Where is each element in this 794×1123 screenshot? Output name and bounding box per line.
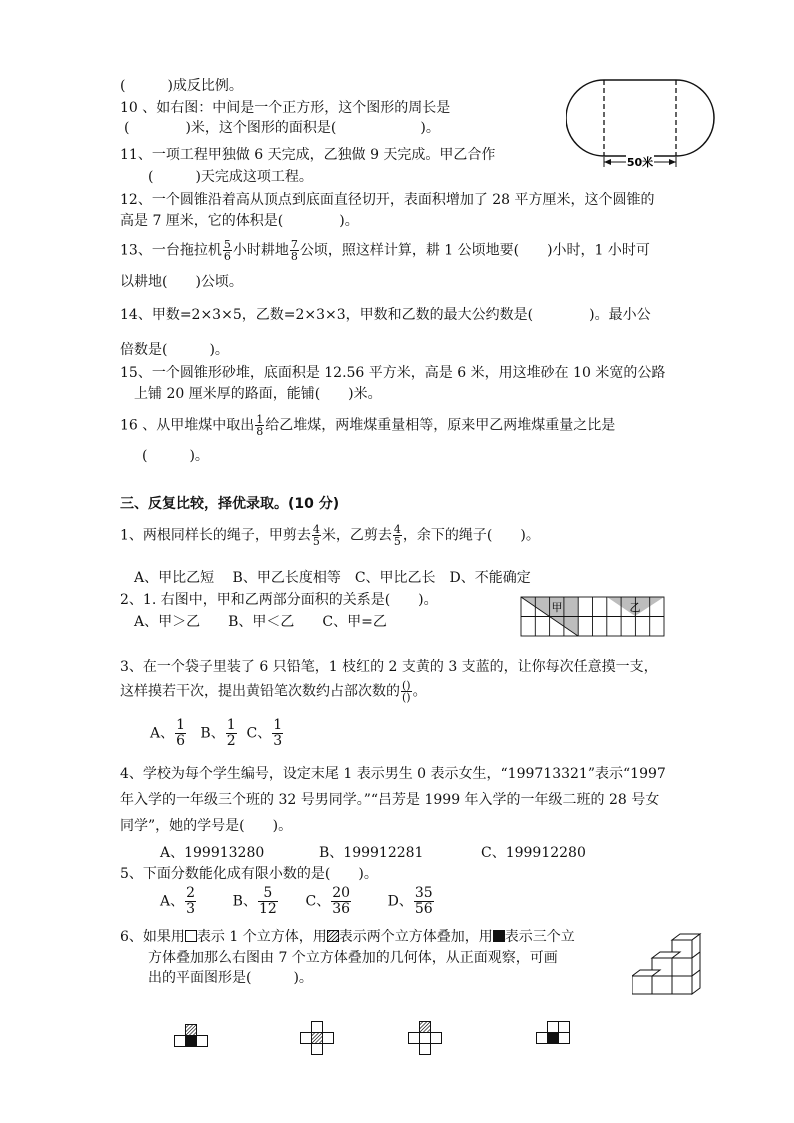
black-square-icon bbox=[493, 930, 505, 942]
q13-line2: 以耕地( )公顷。 bbox=[120, 274, 243, 290]
s3-q5-opt-a-num: 2 bbox=[186, 885, 196, 901]
s3-q3-opt-a-label: A、 bbox=[150, 725, 175, 742]
s3-q1-line1 bbox=[120, 524, 540, 547]
q16-fraction bbox=[255, 414, 264, 437]
s3-q6-line1 bbox=[120, 927, 575, 947]
s3-q6-option-4-figure bbox=[534, 1020, 574, 1048]
s3-q1-text-c: ，余下的绳子( )。 bbox=[402, 527, 540, 544]
s3-q1-options: A、甲比乙短 B、甲乙长度相等 C、甲比乙长 D、不能确定 bbox=[134, 570, 531, 586]
q15-line1: 15、一个圆锥形砂堆，底面积是 12.56 平方米，高是 6 米，用这堆砂在 10 米宽的公路 bbox=[120, 365, 666, 381]
s3-q2-yi-label: 乙 bbox=[629, 601, 641, 614]
s3-q3-opt-c-label: C、 bbox=[246, 725, 272, 742]
q12-line1: 12、一个圆锥沿着高从顶点到底面直径切开，表面积增加了 28 平方厘米，这个圆锥的 bbox=[120, 192, 655, 208]
s3-q3-text-b: 。 bbox=[412, 683, 427, 700]
q13-line1 bbox=[120, 239, 650, 262]
q9-tail: ( )成反比例。 bbox=[120, 78, 243, 94]
s3-q5-opt-d-num: 35 bbox=[414, 885, 433, 901]
s3-q3-opt-b-fraction bbox=[226, 718, 237, 749]
hatched-square-icon bbox=[327, 930, 339, 942]
s3-q4-line3: 同学”，她的学号是( )。 bbox=[120, 818, 293, 834]
section3-title: 三、反复比较，择优录取。(10 分) bbox=[120, 496, 340, 512]
s3-q5-options bbox=[160, 886, 435, 917]
s3-q6-line3: 出的平面图形是( )。 bbox=[148, 970, 313, 986]
s3-q5-opt-c-num: 20 bbox=[332, 885, 351, 901]
s3-q4-option-c: C、199912280 bbox=[481, 845, 586, 861]
s3-q1-frac1-den: 5 bbox=[312, 535, 320, 548]
q16-text-a: 16 、从甲堆煤中取出 bbox=[120, 417, 255, 434]
s3-q5-opt-d-den: 56 bbox=[414, 901, 433, 917]
s3-q5-opt-c-label: C、 bbox=[305, 893, 331, 910]
s3-q6-text-d: 表示三个立 bbox=[504, 929, 575, 945]
s3-q3-frac-den: () bbox=[402, 691, 411, 704]
q13-text-c: 公顷，照这样计算，耕 1 公顷地要( )小时，1 小时可 bbox=[299, 242, 650, 259]
s3-q3-opt-c-fraction bbox=[272, 718, 283, 749]
s3-q6-text-b: 表示 1 个立方体，用 bbox=[196, 929, 327, 945]
s3-q3-frac-num: () bbox=[402, 679, 411, 692]
s3-q3-text-a: 这样摸若干次，提出黄铅笔次数约占部次数的 bbox=[120, 683, 400, 700]
q12-line2: 高是 7 厘米，它的体积是( )。 bbox=[120, 213, 359, 229]
q13-frac1-den: 6 bbox=[223, 250, 231, 263]
s3-q5-opt-b-label: B、 bbox=[232, 893, 257, 910]
s3-q5-line1: 5、下面分数能化成有限小数的是( )。 bbox=[120, 866, 378, 882]
q16-line1 bbox=[120, 414, 615, 437]
s3-q5-opt-a-fraction bbox=[185, 886, 196, 917]
s3-q2-jia-label: 甲 bbox=[551, 601, 563, 614]
q11-line1: 11、一项工程甲独做 6 天完成，乙独做 9 天完成。甲乙合作 bbox=[120, 147, 496, 163]
s3-q6-option-2-figure bbox=[298, 1020, 338, 1058]
q13-fraction-2 bbox=[290, 239, 299, 262]
s3-q6-option-3-figure bbox=[406, 1020, 446, 1058]
s3-q6-cube-stack-figure bbox=[632, 932, 716, 1000]
s3-q5-opt-a-label: A、 bbox=[160, 893, 185, 910]
s3-q5-opt-d-label: D、 bbox=[387, 893, 413, 910]
s3-q6-text-a: 6、如果用 bbox=[120, 929, 185, 945]
q13-frac2-num: 7 bbox=[290, 238, 298, 251]
s3-q5-opt-d-fraction bbox=[414, 886, 434, 917]
q14-line1: 14、甲数=2×3×5，乙数=2×3×3，甲数和乙数的最大公约数是( )。最小公 bbox=[120, 307, 651, 323]
s3-q1-fraction-1 bbox=[312, 524, 321, 547]
q13-frac2-den: 8 bbox=[290, 250, 298, 263]
q13-text-a: 13、一台拖拉机 bbox=[120, 242, 222, 259]
s3-q5-opt-c-fraction bbox=[331, 886, 351, 917]
s3-q4-option-b: B、199912281 bbox=[319, 845, 424, 861]
s3-q5-opt-b-num: 5 bbox=[258, 886, 278, 902]
s3-q3-options bbox=[150, 718, 284, 749]
s3-q2-options: A、甲＞乙 B、甲＜乙 C、甲=乙 bbox=[134, 614, 387, 630]
s3-q1-frac2-num: 4 bbox=[393, 523, 401, 536]
s3-q3-line2 bbox=[120, 680, 427, 703]
s3-q6-option-1-figure bbox=[172, 1023, 212, 1049]
s3-q5-opt-c-den: 36 bbox=[332, 901, 351, 917]
q16-line2: ( )。 bbox=[142, 448, 209, 464]
q14-line2: 倍数是( )。 bbox=[120, 342, 229, 358]
s3-q5-opt-a-den: 3 bbox=[186, 901, 196, 917]
s3-q3-opt-c-den: 3 bbox=[273, 733, 283, 749]
s3-q3-opt-b-label: B、 bbox=[200, 725, 225, 742]
q10-dimension-label: 50米 bbox=[626, 156, 654, 169]
s3-q3-line1: 3、在一个袋子里装了 6 只铅笔，1 枝红的 2 支黄的 3 支蓝的，让你每次任意摸一支， bbox=[120, 659, 658, 675]
s3-q5-opt-b-den: 12 bbox=[258, 901, 277, 917]
s3-q1-frac2-den: 5 bbox=[393, 535, 401, 548]
s3-q6-line2: 方体叠加那么右图由 7 个立方体叠加的几何体，从正面观察，可画 bbox=[148, 950, 558, 966]
q16-text-b: 给乙堆煤，两堆煤重量相等，原来甲乙两堆煤重量之比是 bbox=[265, 417, 616, 434]
q10-line2: ( )米，这个图形的面积是( )。 bbox=[124, 120, 440, 136]
q13-text-b: 小时耕地 bbox=[232, 242, 289, 259]
s3-q6-text-c: 表示两个立方体叠加，用 bbox=[338, 929, 493, 945]
s3-q1-frac1-num: 4 bbox=[312, 523, 320, 536]
s3-q3-opt-a-den: 6 bbox=[176, 733, 186, 749]
s3-q5-opt-b-fraction bbox=[258, 886, 278, 917]
s3-q1-fraction-2 bbox=[393, 524, 402, 547]
q16-frac-den: 8 bbox=[256, 425, 264, 438]
s3-q3-opt-a-fraction bbox=[175, 718, 186, 749]
s3-q3-opt-b-num: 1 bbox=[226, 717, 236, 733]
q10-stadium-figure bbox=[566, 78, 716, 170]
q15-line2: 上铺 20 厘米厚的路面，能铺( )米。 bbox=[134, 386, 382, 402]
s3-q3-blank-fraction bbox=[401, 680, 412, 703]
s3-q3-opt-a-num: 1 bbox=[176, 717, 186, 733]
q11-line2: ( )天完成这项工程。 bbox=[148, 169, 313, 185]
white-square-icon bbox=[185, 930, 197, 942]
s3-q2-line1: 2、1. 右图中，甲和乙两部分面积的关系是( )。 bbox=[120, 592, 438, 608]
s3-q4-line1: 4、学校为每个学生编号，设定末尾 1 表示男生 0 表示女生，“199713321”表示“1997 bbox=[120, 766, 666, 782]
s3-q2-grid-figure bbox=[520, 596, 672, 638]
q16-frac-num: 1 bbox=[256, 413, 264, 426]
s3-q1-text-b: 米，乙剪去 bbox=[321, 527, 392, 544]
s3-q3-opt-b-den: 2 bbox=[226, 733, 236, 749]
q13-frac1-num: 5 bbox=[223, 238, 231, 251]
s3-q1-text-a: 1、两根同样长的绳子，甲剪去 bbox=[120, 527, 311, 544]
q13-fraction-1 bbox=[223, 239, 232, 262]
s3-q3-opt-c-num: 1 bbox=[273, 717, 283, 733]
s3-q4-line2: 年入学的一年级三个班的 32 号男同学。”“吕芳是 1999 年入学的一年级二班的 28 号女 bbox=[120, 792, 660, 808]
q10-line1: 10 、如右图：中间是一个正方形，这个图形的周长是 bbox=[120, 100, 451, 116]
s3-q4-option-a: A、199913280 bbox=[160, 845, 265, 861]
